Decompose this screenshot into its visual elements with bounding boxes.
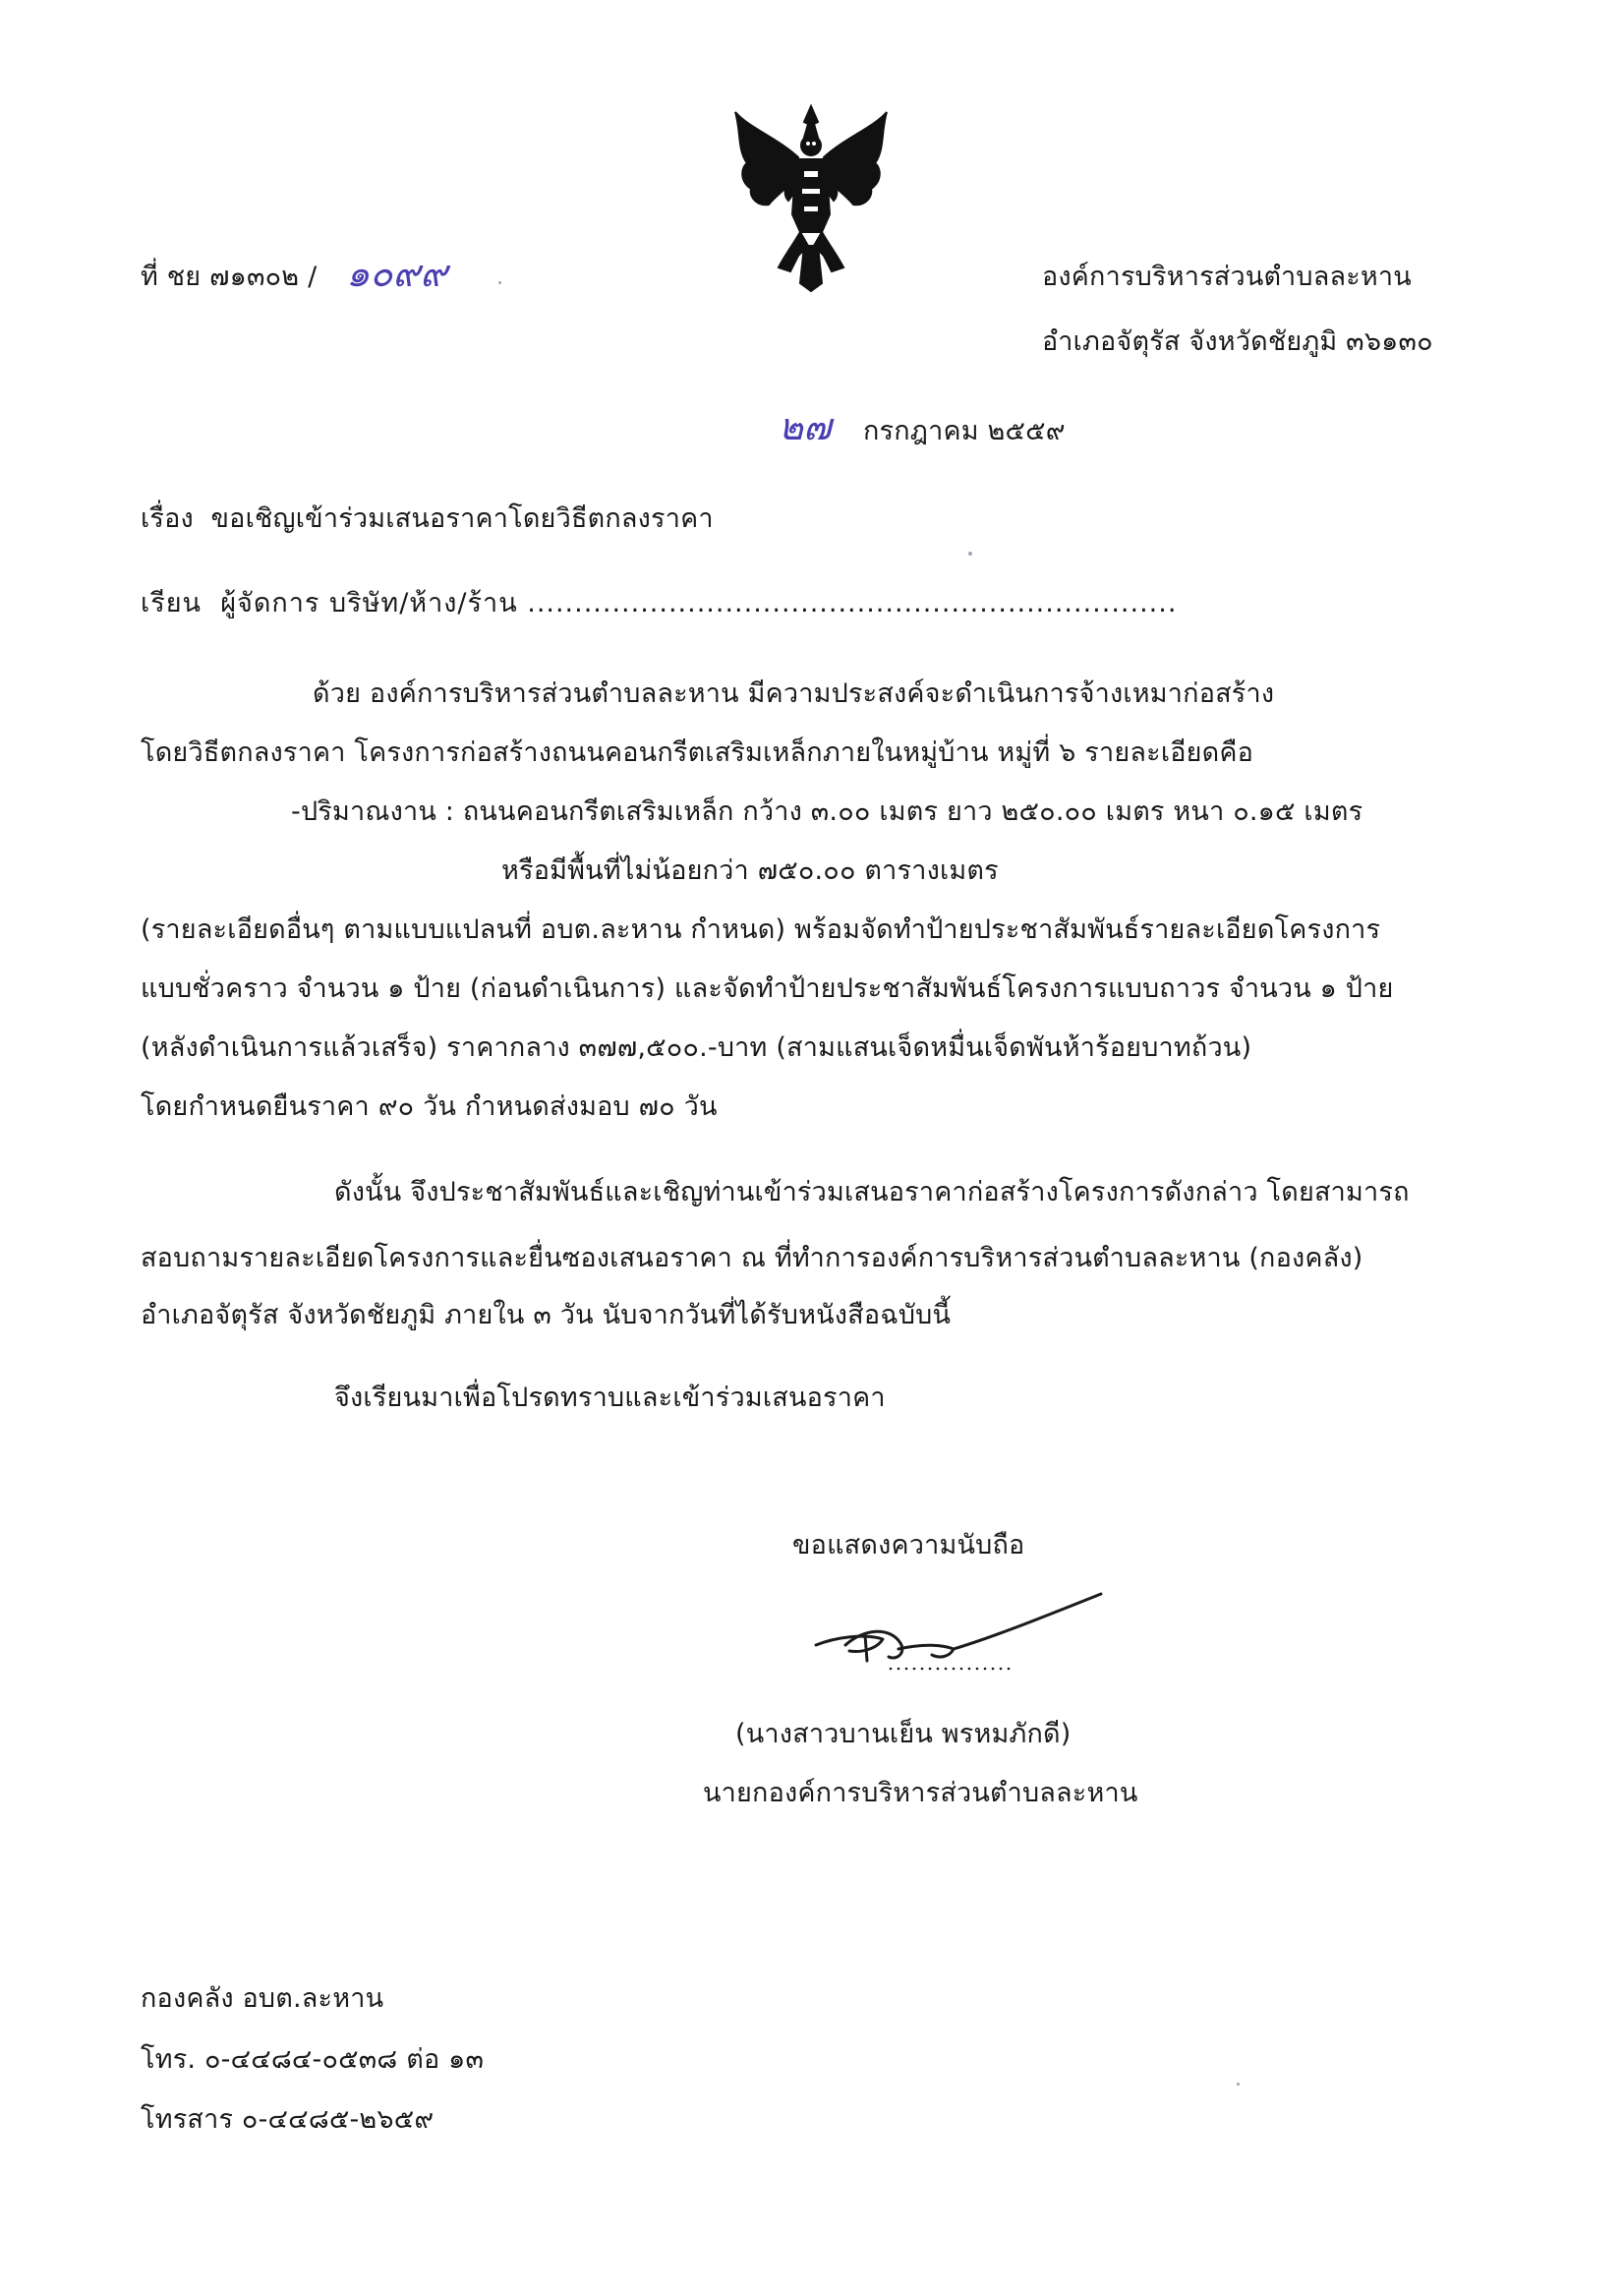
paragraph-1-line-3: -ปริมาณงาน : ถนนคอนกรีตเสริมเหล็ก กว้าง ๓.๐๐ เมตร ยาว ๒๕๐.๐๐ เมตร หนา ๐.๑๕ เมตร <box>291 796 1363 827</box>
doc-number: ที่ ชย ๗๑๓๐๒ / <box>141 262 318 292</box>
org-address: อำเภอจัตุรัส จังหวัดชัยภูมิ ๓๖๑๓๐ <box>1042 326 1433 357</box>
paragraph-1-line-7: (หลังดำเนินการแล้วเสร็จ) ราคากลาง ๓๗๗,๕๐๐.-บาท (สามแสนเจ็ดหมื่นเจ็ดพันห้าร้อยบาทถ้วน) <box>141 1032 1252 1063</box>
recipient-label: เรียน <box>141 588 203 618</box>
paragraph-1-line-8: โดยกำหนดยืนราคา ๙๐ วัน กำหนดส่งมอบ ๗๐ วัน <box>141 1091 718 1122</box>
handwritten-signature-icon <box>806 1588 1130 1691</box>
paragraph-2-line-2: สอบถามรายละเอียดโครงการและยื่นซองเสนอราคา ณ ที่ทำการองค์การบริหารส่วนตำบลละหาน (กองคลัง) <box>141 1243 1363 1273</box>
doc-number-handwritten: ๑๐๙๙ <box>346 252 447 295</box>
paragraph-1-line-2: โดยวิธีตกลงราคา โครงการก่อสร้างถนนคอนกรีตเสริมเหล็กภายในหมู่บ้าน หมู่ที่ ๖ รายละเอียดคือ <box>141 737 1254 768</box>
paragraph-1-line-5: (รายละเอียดอื่นๆ ตามแบบแปลนที่ อบต.ละหาน กำหนด) พร้อมจัดทำป้ายประชาสัมพันธ์รายละเอียดโครงการ <box>141 914 1381 945</box>
subject-text: ขอเชิญเข้าร่วมเสนอราคาโดยวิธีตกลงราคา <box>210 503 714 534</box>
paragraph-1-line-1: ด้วย องค์การบริหารส่วนตำบลละหาน มีความประสงค์จะดำเนินการจ้างเหมาก่อสร้าง <box>313 678 1275 709</box>
garuda-emblem-icon <box>727 98 895 295</box>
paragraph-2-line-3: อำเภอจัตุรัส จังหวัดชัยภูมิ ภายใน ๓ วัน นับจากวันที่ได้รับหนังสือฉบับนี้ <box>141 1300 952 1330</box>
footer-phone: โทร. ๐-๔๔๘๔-๐๕๓๘ ต่อ ๑๓ <box>141 2044 485 2075</box>
signer-title: นายกองค์การบริหารส่วนตำบลละหาน <box>703 1778 1138 1808</box>
paragraph-2-line-1: ดังนั้น จึงประชาสัมพันธ์และเชิญท่านเข้าร่วมเสนอราคาก่อสร้างโครงการดังกล่าว โดยสามารถ <box>334 1177 1410 1207</box>
footer-fax: โทรสาร ๐-๔๔๘๕-๒๖๕๙ <box>141 2104 435 2135</box>
paragraph-3-line-1: จึงเรียนมาเพื่อโปรดทราบและเข้าร่วมเสนอราคา <box>334 1383 886 1413</box>
scan-speck <box>498 281 501 284</box>
org-name: องค์การบริหารส่วนตำบลละหาน <box>1042 262 1412 292</box>
subject-label: เรื่อง <box>141 503 194 534</box>
date-month-year: กรกฎาคม ๒๕๕๙ <box>863 416 1066 446</box>
footer-dept: กองคลัง อบต.ละหาน <box>141 1983 384 2014</box>
signer-name: (นางสาวบานเย็น พรหมภักดี) <box>735 1719 1072 1749</box>
recipient-line <box>141 586 1177 621</box>
scan-speck <box>968 552 972 556</box>
date-day-handwritten: ๒๗ <box>779 405 832 448</box>
paragraph-1-line-4: หรือมีพื้นที่ไม่น้อยกว่า ๗๕๐.๐๐ ตารางเมตร <box>501 855 999 886</box>
closing-regards: ขอแสดงความนับถือ <box>792 1530 1025 1560</box>
paragraph-1-line-6: แบบชั่วคราว จำนวน ๑ ป้าย (ก่อนดำเนินการ) และจัดทำป้ายประชาสัมพันธ์โครงการแบบถาวร จำนวน ๑ ป้าย <box>141 973 1394 1004</box>
scan-speck <box>1237 2083 1240 2086</box>
recipient-text: ผู้จัดการ บริษัท/ห้าง/ร้าน ..................................................................... <box>220 588 1178 618</box>
subject-line <box>141 501 714 537</box>
